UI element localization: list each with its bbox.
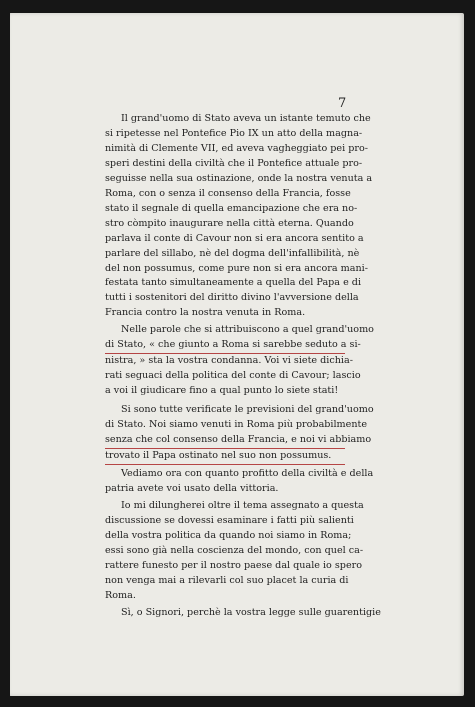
text-line: Sì, o Signori, perchè la vostra legge sulle guarentigie <box>121 606 381 618</box>
text-line-underlined: senza che col consenso della Francia, e noi vi abbiamo <box>105 433 345 449</box>
text-line: della vostra politica da quando noi siamo in Roma; <box>105 529 352 541</box>
text-line: si ripetesse nel Pontefice Pio IX un atto della magna- <box>105 127 363 139</box>
text-line: patria avete voi usato della vittoria. <box>105 482 279 494</box>
text-line: del non possumus, come pure non si era ancora mani- <box>105 262 368 274</box>
text-line: parlare del sillabo, nè del dogma dell'infallibilità, nè <box>105 247 360 259</box>
text-line: seguisse nella sua ostinazione, onde la nostra venuta a <box>105 172 373 184</box>
body-text <box>105 112 381 620</box>
text-line: Vediamo ora con quanto profitto della civiltà e della <box>121 467 374 479</box>
text-line: Io mi dilungherei oltre il tema assegnato a questa <box>121 499 364 511</box>
paragraph <box>105 112 373 321</box>
paragraph <box>105 606 381 621</box>
text-line: stato il segnale di quella emancipazione che era no- <box>105 202 358 214</box>
text-line: di Stato. Noi siamo venuti in Roma più probabilmente <box>105 419 368 431</box>
text-line: Roma. <box>105 589 136 601</box>
text-line: nimità di Clemente VII, ed aveva vagheggiato pei pro- <box>105 142 368 154</box>
text-line-underlined: trovato il Papa ostinato nel suo non possumus. <box>105 449 345 465</box>
text-line: Nelle parole che si attribuiscono a quel grand'uomo <box>121 324 374 336</box>
text-line: parlava il conte di Cavour non si era ancora sentito a <box>105 232 364 244</box>
text-line: stro còmpito inaugurare nella città eterna. Quando <box>105 217 354 229</box>
paragraph <box>105 323 374 399</box>
text-line: non venga mai a rilevarli col suo placet la curia di <box>105 574 349 586</box>
text-line: festata tanto simultaneamente a quella del Papa e di <box>105 277 362 289</box>
paragraph <box>105 499 364 604</box>
text-line: Roma, con o senza il consenso della Francia, fosse <box>105 187 351 199</box>
text-line: Il grand'uomo di Stato aveva un istante temuto che <box>121 113 371 124</box>
text-line-underlined: di Stato, « che giunto a Roma si sarebbe seduto a si- <box>105 338 345 354</box>
text-line: discussione se dovessi esaminare i fatti più salienti <box>105 514 354 526</box>
text-line: tutti i sostenitori del diritto divino l'avversione della <box>105 292 359 304</box>
text-line: Francia contro la nostra venuta in Roma. <box>105 307 306 319</box>
page-number: 7 <box>338 96 347 111</box>
text-line: rati seguaci della politica del conte di Cavour; lascio <box>105 370 361 382</box>
paragraph <box>105 467 374 497</box>
text-line: essi sono già nella coscienza del mondo, con quel ca- <box>105 544 364 556</box>
text-line: speri destini della civiltà che il Pontefice attuale pro- <box>105 157 363 169</box>
text-line: nistra, » sta la vostra condanna. Voi vi siete dichia- <box>105 355 353 367</box>
text-line: rattere funesto per il nostro paese dal quale io spero <box>105 559 362 571</box>
text-line: Si sono tutte verificate le previsioni del grand'uomo <box>121 404 374 416</box>
paragraph <box>105 403 374 465</box>
text-line: a voi il giudicare fino a qual punto lo siete stati! <box>105 385 339 397</box>
